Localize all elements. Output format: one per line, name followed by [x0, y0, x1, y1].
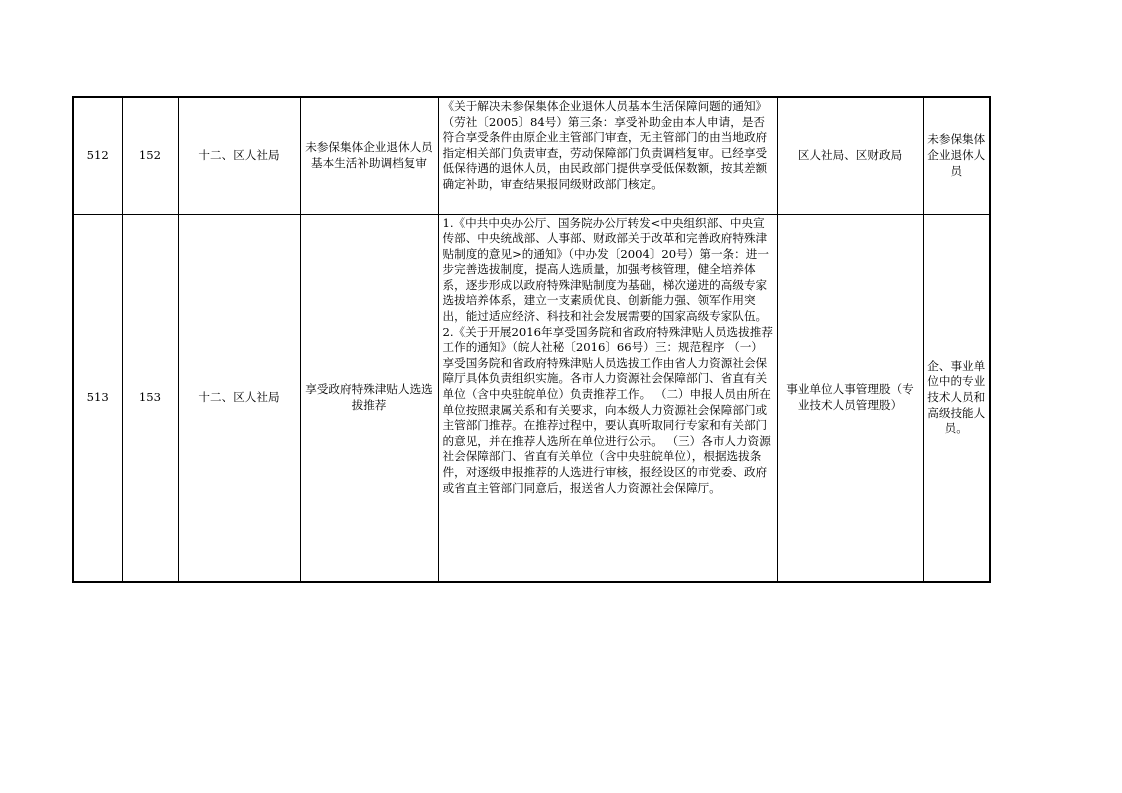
item-name-cell: 未参保集体企业退休人员基本生活补助调档复审 — [300, 97, 438, 214]
seq-cell: 512 — [73, 97, 122, 214]
seq-cell: 513 — [73, 214, 122, 582]
table-row — [73, 97, 990, 214]
basis-cell: 《关于解决未参保集体企业退休人员基本生活保障问题的通知》（劳社〔2005〕84号）第三条：享受补助金由本人申请，是否符合享受条件由原企业主管部门审查，无主管部门的由当地政府指定相关部门负责审查，劳动保障部门负责调档复审。已经享受低保待遇的退休人员，由民政部门提供享受低保数额，按其差额确定补助，审查结果报同级财政部门核定。 — [438, 97, 777, 214]
target-cell: 未参保集体企业退休人员 — [923, 97, 990, 214]
item-no-cell: 153 — [122, 214, 178, 582]
basis-cell: 1.《中共中央办公厅、国务院办公厅转发<中央组织部、中央宣传部、中央统战部、人事部、财政部关于改革和完善政府特殊津贴制度的意见>的通知》（中办发〔2004〕20号）第一条：进一步完善选拔制度，提高人选质量，加强考核管理，健全培养体系，逐步形成以政府特殊津贴制度为基础，梯次递进的高级专家选拔培养体系，建立一支素质优良、创新能力强、领军作用突出，能过适应经济、科技和社会发展需要的国家高级专家队伍。 2.《关于开展2016年享受国务院和省政府特殊津贴人员选拔推荐工作的通知》（皖人社秘〔2016〕66号）三：规范程序 （一）享受国务院和省政府特殊津贴人员选拔工作由省人力资源社会保障厅具体负责组织实施。各市人力资源社会保障部门、省直有关单位（含中央驻皖单位）负责推荐工作。 （二）申报人员由所在单位按照隶属关系和有关要求，向本级人力资源社会保障部门或主管部门推荐。在推荐过程中，要认真听取同行专家和有关部门的意见，并在推荐人选所在单位进行公示。 （三）各市人力资源社会保障部门、省直有关单位（含中央驻皖单位），根据选拔条件，对逐级申报推荐的人选进行审核，报经设区的市党委、政府或省直主管部门同意后，报送省人力资源社会保障厅。 — [438, 214, 777, 582]
document-table — [72, 96, 991, 583]
department-cell: 十二、区人社局 — [178, 97, 300, 214]
responsible-unit-cell: 事业单位人事管理股（专业技术人员管理股） — [777, 214, 923, 582]
item-no-cell: 152 — [122, 97, 178, 214]
responsible-unit-cell: 区人社局、区财政局 — [777, 97, 923, 214]
item-name-cell: 享受政府特殊津贴人选选拔推荐 — [300, 214, 438, 582]
department-cell: 十二、区人社局 — [178, 214, 300, 582]
table-row — [73, 214, 990, 582]
target-cell: 企、事业单位中的专业技术人员和高级技能人员。 — [923, 214, 990, 582]
